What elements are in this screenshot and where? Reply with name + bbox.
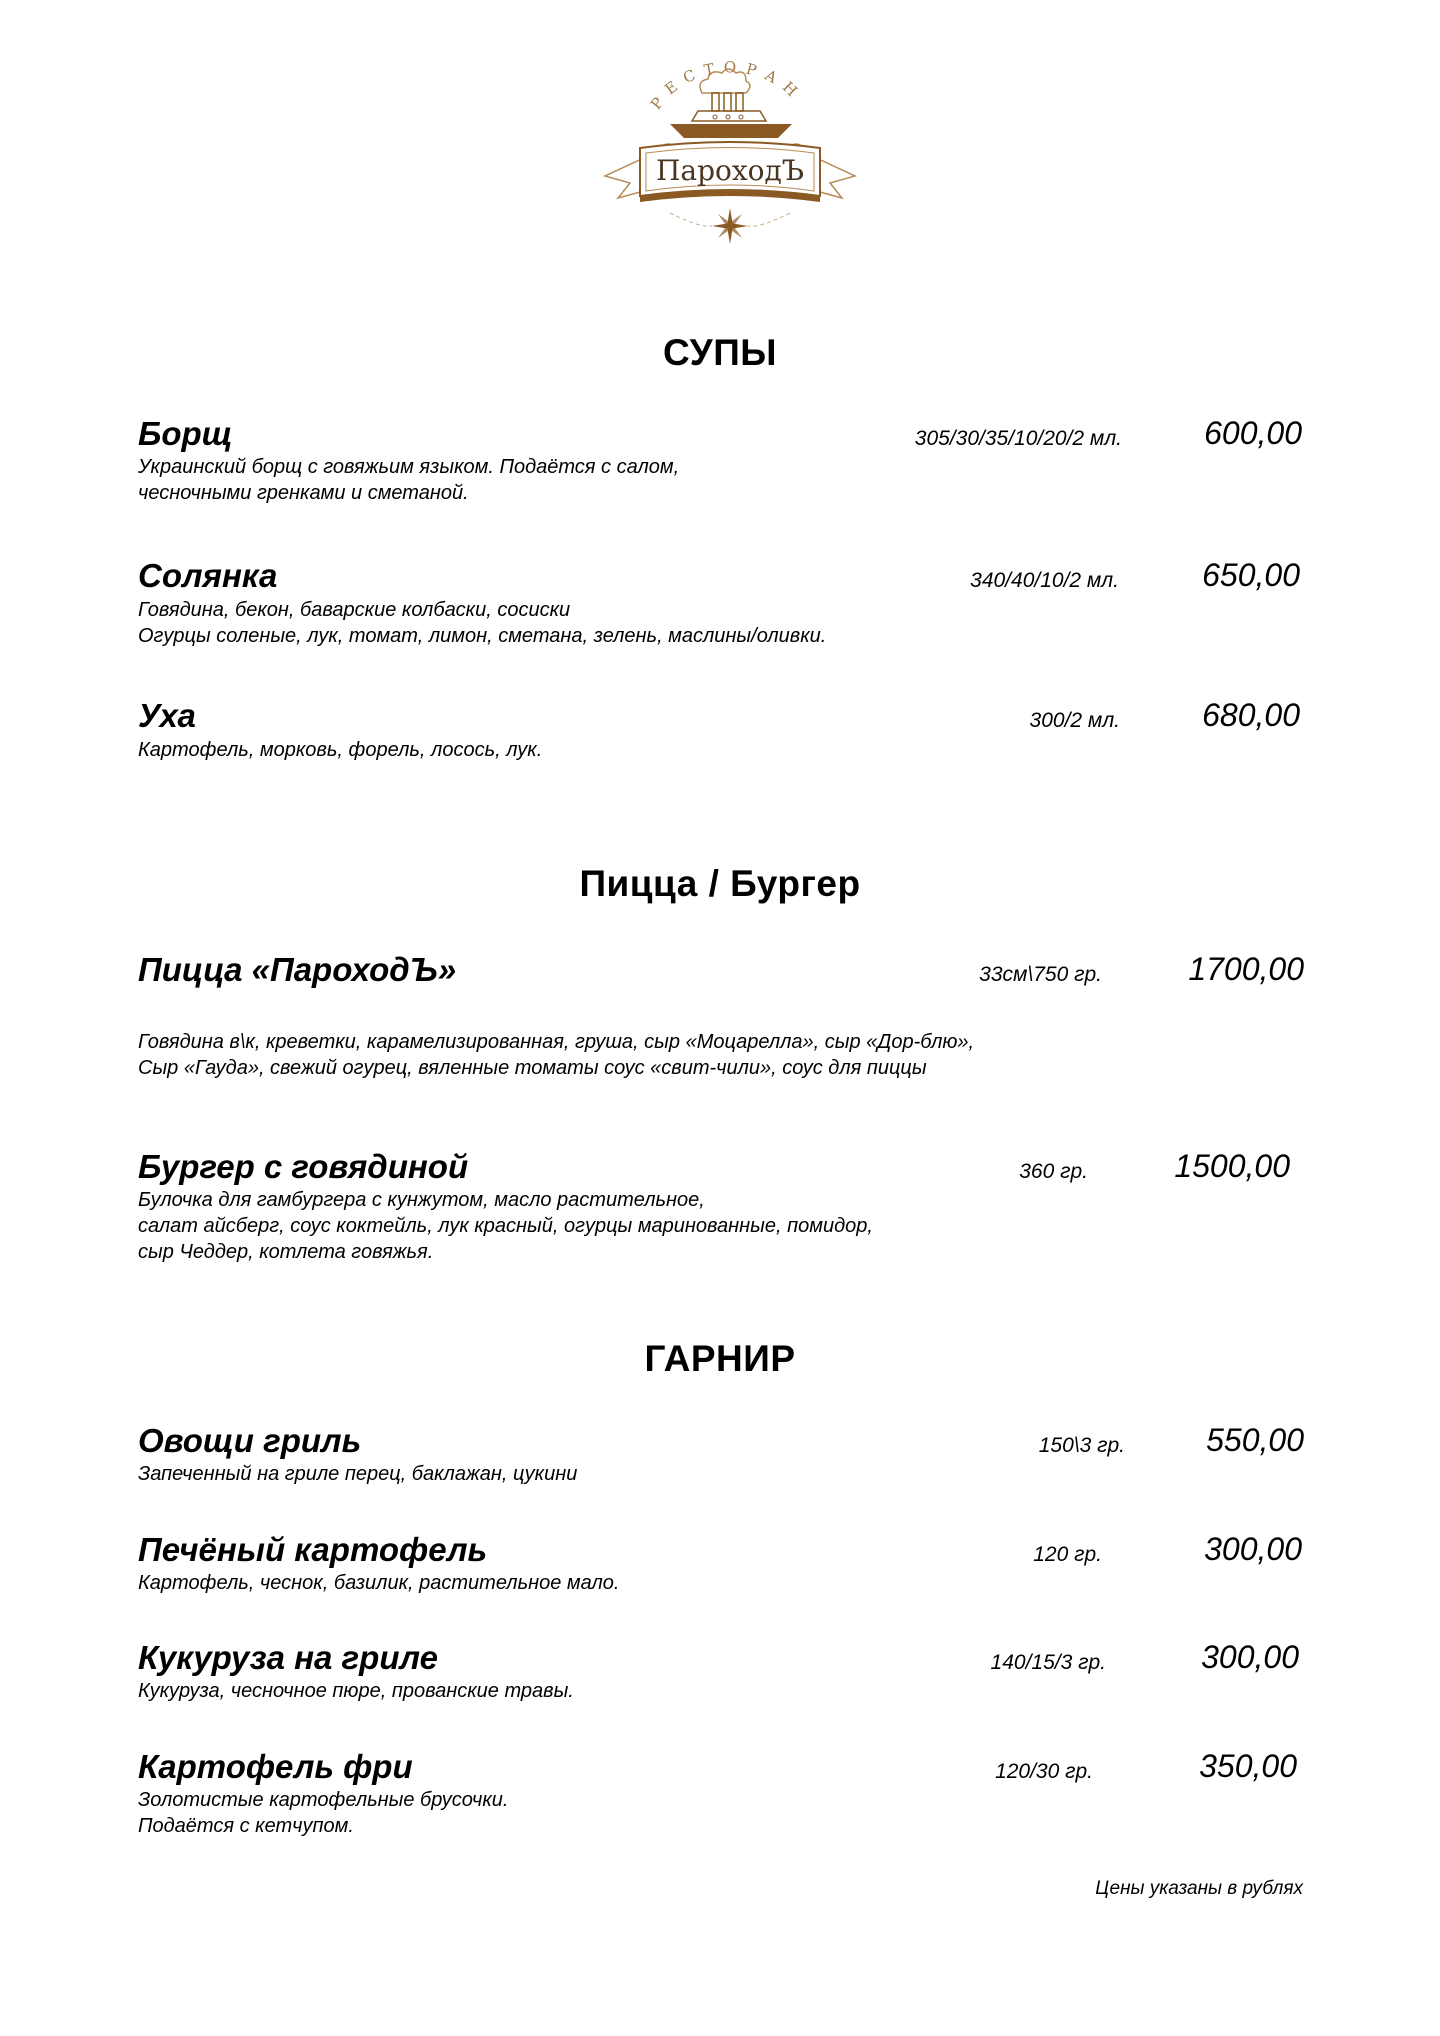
item-weight: 340/40/10/2 мл. — [970, 569, 1119, 592]
section-title-pizza-burger: Пицца / Бургер — [579, 863, 861, 904]
item-name: Овощи гриль — [138, 1422, 362, 1459]
item-desc-line: Кукуруза, чесночное пюре, прованские травы. — [138, 1680, 574, 1702]
item-weight: 305/30/35/10/20/2 мл. — [914, 427, 1122, 450]
item-weight: 140/15/3 гр. — [990, 1651, 1106, 1674]
item-name: Кукуруза на гриле — [138, 1639, 438, 1676]
item-desc-line: Запеченный на гриле перец, баклажан, цукини — [138, 1463, 578, 1485]
prices-currency-note: Цены указаны в рублях — [1095, 1878, 1303, 1899]
item-desc-line: Сыр «Гауда», свежий огурец, вяленные томаты соус «свит-чили», соус для пиццы — [138, 1057, 927, 1079]
steamship-logo-icon — [600, 48, 860, 248]
item-name: Картофель фри — [138, 1748, 413, 1785]
item-weight: 360 гр. — [1019, 1160, 1088, 1183]
item-price: 550,00 — [1206, 1422, 1304, 1458]
item-desc-line: Говядина, бекон, баварские колбаски, сосиски — [138, 599, 571, 621]
item-name: Пицца «ПароходЪ» — [138, 951, 457, 988]
item-weight: 120 гр. — [1033, 1543, 1102, 1566]
item-desc-line: Картофель, чеснок, базилик, растительное мало. — [138, 1572, 620, 1594]
item-desc-line: сыр Чеддер, котлета говяжья. — [138, 1241, 434, 1263]
item-weight: 33см\750 гр. — [979, 963, 1102, 986]
item-name: Солянка — [138, 557, 278, 594]
item-weight: 120/30 гр. — [995, 1760, 1093, 1783]
svg-text:РЕСТОРАН: РЕСТОРАН — [646, 57, 808, 113]
item-name: Уха — [138, 697, 196, 734]
item-weight: 150\3 гр. — [1038, 1434, 1125, 1457]
section-title-soups: СУПЫ — [662, 332, 778, 373]
item-desc-line: салат айсберг, соус коктейль, лук красный, огурцы маринованные, помидор, — [138, 1215, 873, 1237]
item-weight: 300/2 мл. — [1029, 709, 1120, 732]
item-price: 300,00 — [1204, 1531, 1302, 1567]
item-desc-line: Золотистые картофельные брусочки. — [138, 1789, 509, 1811]
item-price: 300,00 — [1201, 1639, 1299, 1675]
svg-text:ПароходЪ: ПароходЪ — [655, 154, 805, 187]
item-name: Бургер с говядиной — [138, 1148, 469, 1185]
item-desc-line: Картофель, морковь, форель, лосось, лук. — [138, 739, 543, 761]
item-price: 350,00 — [1199, 1748, 1297, 1784]
item-name: Печёный картофель — [138, 1531, 488, 1568]
item-desc-line: Булочка для гамбургера с кунжутом, масло растительное, — [138, 1189, 705, 1211]
item-name: Борщ — [138, 415, 233, 452]
item-desc-line: чесночными гренками и сметаной. — [138, 482, 469, 504]
item-price: 650,00 — [1202, 557, 1300, 593]
item-desc-line: Украинский борщ с говяжьим языком. Подаётся с салом, — [138, 456, 680, 478]
item-price: 1500,00 — [1174, 1148, 1290, 1184]
item-price: 680,00 — [1202, 697, 1300, 733]
item-desc-line: Говядина в\к, креветки, карамелизированная, груша, сыр «Моцарелла», сыр «Дор-блю», — [138, 1031, 975, 1053]
item-price: 1700,00 — [1188, 951, 1304, 987]
item-desc-line: Огурцы соленые, лук, томат, лимон, сметана, зелень, маслины/оливки. — [138, 625, 827, 647]
restaurant-logo — [600, 48, 860, 248]
item-price: 600,00 — [1204, 415, 1302, 451]
item-desc-line: Подаётся с кетчупом. — [138, 1815, 354, 1837]
section-title-garnish: ГАРНИР — [644, 1338, 796, 1379]
